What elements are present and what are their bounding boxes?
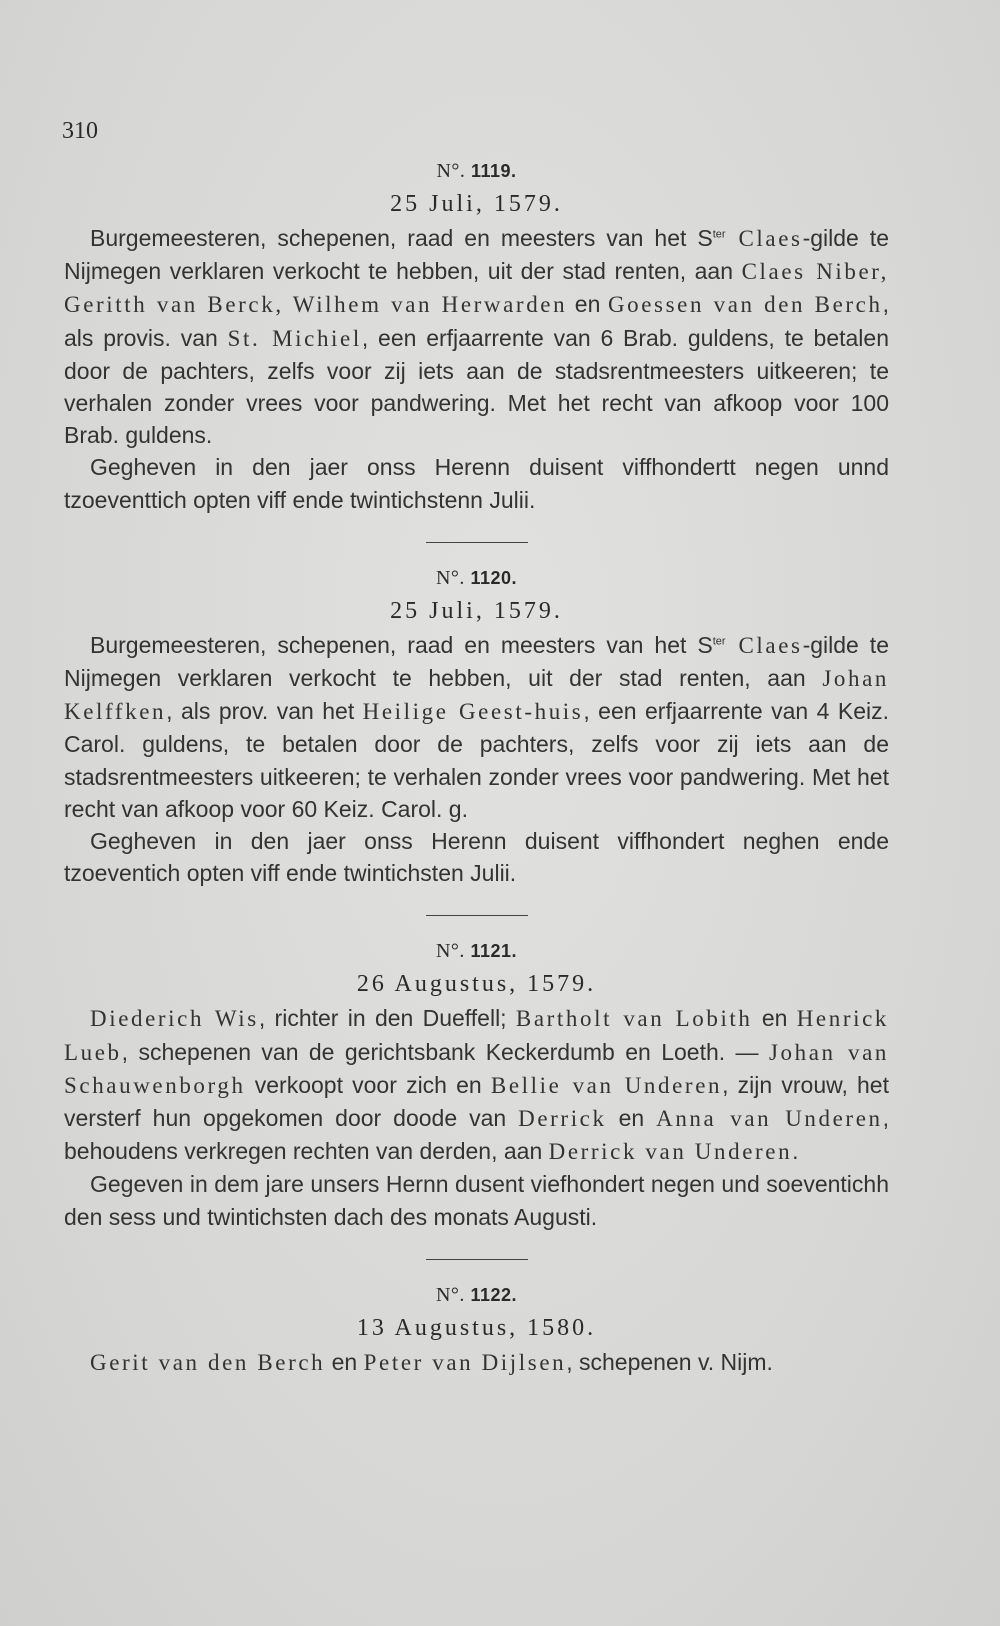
entry-paragraph [64,1346,889,1379]
entry-1122 [64,1284,889,1379]
text-run: , een erfjaarrente van 4 Keiz. Carol. guldens, te betalen door de pachters, zelfs voor zij iets aan de stadsrentmeesters uitkeeren; te verhalen zonder vrees voor pandwering. Met het recht van afkoop voor 60 Keiz. Carol. g. [64,698,889,822]
spaced-name: Gerit van den Berch [90,1349,326,1375]
spaced-name: Johan Kelffken [64,666,889,725]
spaced-name: Diederich Wis [90,1006,259,1032]
text-run: en [752,1005,797,1032]
spaced-name: Claes [725,632,803,658]
separator-rule [426,1259,528,1260]
entry-1119 [64,160,889,543]
entry-date: 13 Augustus, 1580. [356,1314,597,1341]
text-run: . [792,1138,799,1165]
entry-number-prefix: N°. [435,940,465,963]
spaced-name: Bartholt van Lobith [515,1006,753,1032]
separator-rule [426,915,528,916]
text-run: , behoudens verkregen rechten van derden, aan [64,1105,889,1165]
spaced-name: Peter van Dijlsen [363,1349,567,1375]
entry-paragraph [64,1002,889,1168]
entry-paragraph [64,222,889,451]
entry-number-prefix: N°. [435,1283,465,1306]
spaced-name: Bellie van Underen [490,1072,723,1098]
entry-number [64,160,889,183]
entry-1121 [64,940,889,1259]
entry-date: 25 Juli, 1579. [390,191,563,217]
spaced-name: Claes [725,226,803,251]
spaced-name: Claes Niber, Geritth van Berck, Wilhem van Herwarden [64,259,889,318]
spaced-name: Derrick [518,1106,607,1132]
spaced-name: Henrick Lueb [64,1006,889,1065]
entry-number-prefix: N°. [435,566,465,589]
text-run: en [325,1348,364,1375]
text-run: , als provis. van [64,291,889,351]
document-content [64,160,889,1379]
entry-number-value: 1122. [470,1284,517,1305]
entry-number-value: 1119. [470,161,517,181]
text-run: , schepenen van de gerichtsbank Keckerdumb en Loeth. — [121,1038,769,1065]
entry-number [64,940,889,963]
text-run: Burgemeesteren, schepenen, raad en meesters van het S [90,225,713,251]
entry-date: 26 Augustus, 1579. [356,971,597,998]
text-run: , richter in den Dueffell; [258,1005,516,1032]
text-run: -gilde te Nijmegen verklaren verkocht te hebben, uit der stad renten, aan [64,631,889,692]
spaced-name: St. Michiel [227,325,362,351]
spaced-name: Anna van Underen [656,1106,883,1132]
entry-closing-paragraph: Gegheven in den jaer onss Herenn duisent viffhondertt negen unnd tzoeventtich opten viff ende twintichstenn Julii. [64,454,889,513]
spaced-name: Goessen van den Berch [607,292,883,318]
entry-closing-paragraph: Gegheven in den jaer onss Herenn duisent viffhondert neghen ende tzoeventich opten viff ende twintichsten Julii. [64,828,889,887]
text-run: en [567,291,608,318]
text-run: Burgemeesteren, schepenen, raad en meesters van het S [90,631,713,658]
text-run: en [606,1105,657,1132]
text-run: verkoopt voor zich en [245,1071,491,1098]
text-run: , schepenen v. Nijm. [566,1348,773,1375]
entry-1120 [64,567,889,917]
entry-date: 25 Juli, 1579. [390,597,563,624]
text-run: -gilde te Nijmegen verklaren verkocht te hebben, uit der stad renten, aan [64,225,889,285]
spaced-name: Johan van Schauwenborgh [64,1039,889,1098]
entry-number [64,567,889,590]
superscript: ter [712,635,726,648]
superscript: ter [712,228,726,241]
spaced-name: Derrick van Underen [548,1139,793,1165]
separator-rule [426,542,528,543]
text-run: , als prov. van het [166,698,363,725]
entry-number [64,1284,889,1307]
page-number: 310 [62,118,98,144]
entry-number-prefix: N°. [436,160,466,182]
text-run: , zijn vrouw, het versterf hun opgekomen door doode van [64,1071,889,1132]
entry-number-value: 1121. [470,941,517,962]
spaced-name: Heilige Geest-huis [362,699,584,725]
entry-number-value: 1120. [470,567,517,588]
entry-paragraph [64,629,889,825]
entry-closing-paragraph: Gegeven in dem jare unsers Hernn dusent viefhondert negen und soeventichh den sess und twintichsten dach des monats Augusti. [64,1171,889,1230]
text-run: , een erfjaarrente van 6 Brab. guldens, te betalen door de pachters, zelfs voor zij iets aan de stadsrentmeesters uitkeeren; te verhalen zonder vrees voor pandwering. Met het recht van afkoop voor 100 Brab. guldens. [64,324,889,449]
